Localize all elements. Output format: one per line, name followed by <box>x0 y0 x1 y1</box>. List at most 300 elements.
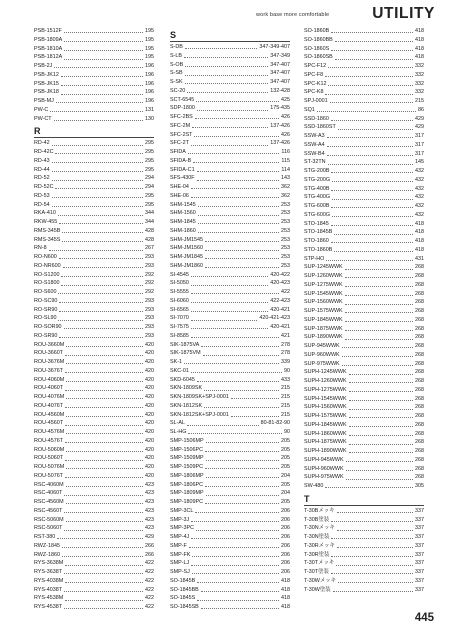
index-entry <box>170 507 290 516</box>
entry-name: S-OB <box>170 61 184 68</box>
index-entry <box>170 428 290 437</box>
entry-page: 90 <box>284 429 290 435</box>
index-entry <box>304 36 424 45</box>
index-entry <box>304 377 424 386</box>
entry-page: 423 <box>145 490 154 497</box>
entry-name: STO-1860 <box>304 238 329 244</box>
entry-page: 420 <box>145 376 154 383</box>
dot-leader <box>191 521 279 522</box>
index-entry <box>170 279 290 288</box>
entry-page: 420 <box>145 472 154 479</box>
entry-page: 420-421 <box>270 306 290 313</box>
index-entry <box>304 516 424 525</box>
index-entry <box>34 36 154 45</box>
entry-page: 268 <box>415 351 424 358</box>
index-entry <box>304 71 424 80</box>
dot-leader <box>331 50 413 51</box>
dot-leader <box>337 512 413 513</box>
entry-page: 206 <box>281 569 290 575</box>
entry-name: SHM-1560 <box>170 210 196 217</box>
entry-page: 428 <box>145 236 154 243</box>
entry-page: 205 <box>281 481 290 488</box>
index-entry <box>34 279 154 288</box>
index-entry <box>304 325 424 334</box>
index-entry <box>170 166 290 175</box>
entry-name: SPC-K12 <box>304 80 327 87</box>
index-entry <box>170 174 290 183</box>
dot-leader <box>333 591 413 592</box>
entry-page: 332 <box>415 63 424 69</box>
index-entry <box>34 533 154 542</box>
index-entry <box>304 316 424 325</box>
index-entry <box>304 559 424 568</box>
dot-leader <box>55 188 143 189</box>
entry-page: 347-407 <box>270 70 290 77</box>
index-entry <box>304 568 424 577</box>
entry-name: SHM-JM1845 <box>170 254 203 260</box>
index-entry <box>304 542 424 551</box>
entry-page: 426 <box>281 114 290 120</box>
entry-page: 205 <box>281 437 290 444</box>
entry-page: 196 <box>145 63 154 69</box>
entry-name: SUP-1275WWK <box>304 281 343 288</box>
dot-leader <box>184 363 279 364</box>
entry-name: SHM-JM1560 <box>170 245 203 252</box>
entry-page: 268 <box>415 474 424 481</box>
entry-name: ROU-4076M <box>34 394 65 400</box>
dot-leader <box>52 180 143 181</box>
dot-leader <box>191 302 268 303</box>
index-entry <box>34 524 154 533</box>
index-entry <box>34 262 154 271</box>
index-entry <box>304 176 424 185</box>
dot-leader <box>345 286 413 287</box>
entry-name: RYS-4538T <box>34 604 63 610</box>
dot-leader <box>54 67 143 68</box>
section-heading <box>170 27 290 42</box>
dot-leader <box>205 267 279 268</box>
entry-name: SUP-945WWK <box>304 343 340 349</box>
entry-page: 292 <box>145 271 154 278</box>
entry-name: RKW-455 <box>34 219 58 225</box>
index-entry <box>34 227 154 236</box>
index-entry <box>304 220 424 229</box>
entry-name: SPC-K8 <box>304 89 324 96</box>
index-entry <box>304 255 424 264</box>
entry-page: 420 <box>145 367 154 374</box>
entry-page: 143 <box>281 175 290 182</box>
entry-name: SO-1860BB <box>304 36 333 43</box>
entry-name: RSC-4560T <box>34 507 63 514</box>
entry-name: SUP-1560WWK <box>304 299 343 306</box>
index-entry <box>304 211 424 220</box>
entry-page: 205 <box>281 455 290 462</box>
index-entry <box>304 272 424 281</box>
index-entry <box>170 113 290 122</box>
index-entry <box>170 472 290 481</box>
section-heading <box>304 491 424 506</box>
entry-page: 418 <box>281 595 290 602</box>
index-entry <box>170 236 290 245</box>
dot-leader <box>345 339 413 340</box>
entry-page: 295 <box>145 166 154 173</box>
entry-page: 423 <box>145 499 154 505</box>
entry-name: SKN-1809SK <box>170 385 203 392</box>
dot-leader <box>349 409 413 410</box>
dot-leader <box>64 32 143 33</box>
dot-leader <box>57 538 143 539</box>
index-entry <box>170 104 290 113</box>
dot-leader <box>193 162 279 163</box>
index-entry <box>170 52 290 61</box>
entry-name: SUPH-960WWK <box>304 465 344 472</box>
index-entry <box>170 157 290 166</box>
section-rule <box>170 41 290 42</box>
entry-page: 418 <box>415 45 424 52</box>
dot-leader <box>345 295 413 296</box>
dot-leader <box>62 556 143 557</box>
index-entry <box>304 342 424 351</box>
entry-name: SL-AL <box>170 420 185 427</box>
dot-leader <box>191 565 279 566</box>
entry-name: RD-42C <box>34 149 54 155</box>
index-entry <box>304 246 424 255</box>
entry-page: 266 <box>145 551 154 558</box>
entry-page: 205 <box>281 464 290 470</box>
entry-name: SMP-1509PC <box>170 464 203 470</box>
index-entry <box>170 122 290 131</box>
index-entry <box>304 150 424 159</box>
dot-leader <box>327 155 413 156</box>
entry-name: SIK-1875VM <box>170 350 201 357</box>
entry-name: RYS-4038T <box>34 586 63 593</box>
entry-page: 268 <box>415 290 424 297</box>
entry-name: T-30Tメッキ <box>304 560 335 567</box>
section-letter: R <box>34 126 41 137</box>
entry-name: SPC-F12 <box>304 63 327 69</box>
entry-page: 206 <box>281 551 290 558</box>
dot-leader <box>197 171 280 172</box>
index-entry <box>34 166 154 175</box>
entry-page: 268 <box>415 421 424 428</box>
entry-name: SMP-1506PC <box>170 446 203 453</box>
entry-name: STO-1845B <box>304 229 333 236</box>
entry-page: 253 <box>281 210 290 217</box>
index-entry <box>170 463 290 472</box>
index-entry <box>34 106 154 115</box>
dot-leader <box>195 118 279 119</box>
dot-leader <box>65 600 143 601</box>
index-entry <box>304 141 424 150</box>
index-entry <box>34 367 154 376</box>
entry-name: SMP-SJ <box>170 569 190 575</box>
entry-page: 420-422 <box>270 271 290 278</box>
dot-leader <box>342 365 413 366</box>
dot-leader <box>346 479 413 480</box>
index-entry <box>34 594 154 603</box>
index-entry <box>304 115 424 124</box>
entry-name: RD-54 <box>34 201 50 208</box>
dot-leader <box>61 85 143 86</box>
dot-leader <box>345 269 413 270</box>
entry-page: 266 <box>145 542 154 549</box>
dot-leader <box>64 59 143 60</box>
entry-name: RO-SR90 <box>34 306 58 313</box>
dot-leader <box>198 215 279 216</box>
index-column-1 <box>34 27 154 612</box>
entry-page: 332 <box>415 80 424 87</box>
index-entry <box>34 568 154 577</box>
entry-name: SMP-3PC <box>170 525 194 532</box>
dot-leader <box>349 391 413 392</box>
index-entry <box>170 533 290 542</box>
entry-page: 137-426 <box>270 122 290 129</box>
index-entry <box>304 97 424 106</box>
entry-name: SUPH-1275WWK <box>304 386 347 393</box>
entry-name: RD-52C <box>34 184 54 190</box>
entry-name: SHM-1545 <box>170 201 196 208</box>
dot-leader <box>337 530 413 531</box>
index-entry <box>34 174 154 183</box>
entry-name: PSB-JK18 <box>34 89 59 96</box>
entry-page: 426 <box>281 131 290 138</box>
entry-page: 293 <box>145 324 154 330</box>
dot-leader <box>205 451 279 452</box>
entry-name: STP-HO <box>304 255 325 262</box>
dot-leader <box>191 285 268 286</box>
entry-page: 295 <box>145 192 154 199</box>
entry-name: SCT-6545 <box>170 96 195 103</box>
dot-leader <box>338 129 413 130</box>
entry-page: 418 <box>415 246 424 253</box>
dot-leader <box>349 435 413 436</box>
entry-page: 295 <box>145 140 154 147</box>
dot-leader <box>196 101 279 102</box>
dot-leader <box>331 32 413 33</box>
entry-page: 253 <box>281 262 290 269</box>
dot-leader <box>188 433 282 434</box>
index-entry <box>34 481 154 490</box>
dot-leader <box>204 407 279 408</box>
entry-name: SUP-1260WWK <box>304 273 343 279</box>
dot-leader <box>195 512 279 513</box>
entry-page: 433 <box>281 376 290 383</box>
index-entry <box>34 236 154 245</box>
dot-leader <box>58 320 143 321</box>
entry-name: RO-SOR90 <box>34 324 62 330</box>
dot-leader <box>325 94 413 95</box>
entry-name: T-30B塗装 <box>304 516 330 523</box>
entry-name: SHM-JM1860 <box>170 262 203 269</box>
entry-name: SHE-06 <box>170 192 189 199</box>
page-number: 445 <box>414 612 434 624</box>
entry-name: SFC-2T <box>170 140 189 147</box>
entry-name: SSW-A4 <box>304 141 325 148</box>
dot-leader <box>64 591 143 592</box>
dot-leader <box>194 136 279 137</box>
index-entry <box>34 446 154 455</box>
entry-name: RO-S600 <box>34 289 57 295</box>
index-entry <box>170 551 290 560</box>
dot-leader <box>187 92 268 93</box>
entry-name: SMP-1809PC <box>170 499 203 505</box>
index-entry <box>34 577 154 586</box>
entry-name: SKN-1812SK <box>170 402 203 409</box>
index-entry <box>34 297 154 306</box>
index-entry <box>34 314 154 323</box>
index-entry <box>170 201 290 210</box>
index-entry <box>304 228 424 237</box>
dot-leader <box>52 145 143 146</box>
entry-page: 420 <box>145 429 154 435</box>
entry-page: 268 <box>415 325 424 332</box>
entry-page: 268 <box>415 465 424 472</box>
index-entry <box>304 447 424 456</box>
entry-name: RD-42 <box>34 140 50 147</box>
entry-page: 332 <box>415 89 424 96</box>
dot-leader <box>58 215 143 216</box>
entry-name: SQ1 <box>304 106 315 113</box>
index-entry <box>304 88 424 97</box>
index-entry <box>170 87 290 96</box>
entry-page: 80-81-82-90 <box>260 420 290 427</box>
dot-leader <box>197 381 279 382</box>
index-entry <box>34 53 154 62</box>
entry-page: 292 <box>145 289 154 295</box>
dot-leader <box>332 199 413 200</box>
entry-page: 293 <box>145 297 154 304</box>
dot-leader <box>331 556 413 557</box>
entry-name: RSC-5060T <box>34 525 63 532</box>
entry-name: SW-480 <box>304 483 324 489</box>
entry-name: SSW-B4 <box>304 150 325 157</box>
dot-leader <box>185 66 268 67</box>
entry-page: 429 <box>415 115 424 122</box>
entry-page: 206 <box>281 525 290 532</box>
entry-page: 418 <box>415 220 424 227</box>
dot-leader <box>185 48 258 49</box>
entry-page: 175-435 <box>270 105 290 112</box>
dot-leader <box>349 382 413 383</box>
index-entry <box>170 498 290 507</box>
index-entry <box>34 437 154 446</box>
entry-page: 339 <box>281 359 290 365</box>
dot-leader <box>188 153 280 154</box>
dot-leader <box>63 267 143 268</box>
entry-name: S-DB <box>170 44 183 50</box>
entry-page: 295 <box>145 157 154 164</box>
entry-name: RSC-5060M <box>34 516 64 523</box>
index-entry <box>304 507 424 516</box>
index-entry <box>304 27 424 36</box>
index-entry <box>304 185 424 194</box>
dot-leader <box>65 390 143 391</box>
entry-page: 420 <box>145 446 154 453</box>
entry-page: 295 <box>145 149 154 155</box>
entry-name: STG-200B <box>304 168 330 174</box>
index-entry <box>304 290 424 299</box>
entry-page: 132-428 <box>270 87 290 94</box>
entry-page: 145 <box>415 159 424 166</box>
index-entry <box>34 384 154 393</box>
dot-leader <box>192 127 268 128</box>
entry-page: 195 <box>145 45 154 52</box>
dot-leader <box>197 582 279 583</box>
dot-leader <box>65 372 143 373</box>
index-entry <box>34 201 154 210</box>
index-entry <box>34 183 154 192</box>
entry-page: 267 <box>145 245 154 252</box>
entry-name: SMP-FK <box>170 551 191 558</box>
entry-page: 332 <box>415 71 424 78</box>
index-entry <box>170 183 290 192</box>
index-entry <box>34 402 154 411</box>
index-entry <box>34 271 154 280</box>
entry-page: 292 <box>145 280 154 287</box>
entry-page: 432 <box>415 211 424 218</box>
index-entry <box>304 62 424 71</box>
index-entry <box>304 307 424 316</box>
dot-leader <box>201 608 279 609</box>
dot-leader <box>191 293 279 294</box>
entry-page: 205 <box>281 446 290 453</box>
entry-name: SMP-3CL <box>170 507 194 514</box>
entry-page: 268 <box>415 456 424 463</box>
index-entry <box>34 97 154 106</box>
entry-page: 268 <box>415 378 424 384</box>
entry-page: 422 <box>145 586 154 593</box>
dot-leader <box>325 487 413 488</box>
entry-name: SIK-1875VA <box>170 341 200 348</box>
entry-page: 268 <box>415 430 424 437</box>
entry-page: 422-423 <box>270 297 290 304</box>
entry-name: RYS-3638T <box>34 569 63 575</box>
entry-page: 114 <box>281 166 290 173</box>
dot-leader <box>54 120 143 121</box>
entry-name: SUPH-945WWK <box>304 456 344 463</box>
entry-page: 268 <box>415 439 424 446</box>
entry-page: 422 <box>145 569 154 575</box>
dot-leader <box>52 206 143 207</box>
entry-name: SO-1845BB <box>170 586 199 593</box>
index-entry <box>304 386 424 395</box>
entry-name: SMP-1506MP <box>170 437 204 444</box>
entry-page: 422 <box>145 595 154 602</box>
dot-leader <box>337 547 413 548</box>
index-entry <box>304 473 424 482</box>
dot-leader <box>59 258 143 259</box>
dot-leader <box>191 145 268 146</box>
entry-name: T-30Nメッキ <box>304 525 335 532</box>
dot-leader <box>331 207 413 208</box>
dot-leader <box>61 285 143 286</box>
entry-name: SI-6565 <box>170 306 189 313</box>
dot-leader <box>191 337 279 338</box>
index-entry <box>304 465 424 474</box>
entry-name: SHM-JM1545 <box>170 236 203 243</box>
index-entry <box>34 341 154 350</box>
index-entry <box>304 421 424 430</box>
entry-page: 431 <box>415 255 424 262</box>
index-entry <box>170 262 290 271</box>
index-entry <box>34 288 154 297</box>
dot-leader <box>349 374 413 375</box>
entry-page: 423 <box>145 481 154 488</box>
dot-leader <box>206 495 279 496</box>
entry-page: 205 <box>281 499 290 505</box>
entry-name: RO-NR600 <box>34 262 61 269</box>
index-entry <box>170 244 290 253</box>
